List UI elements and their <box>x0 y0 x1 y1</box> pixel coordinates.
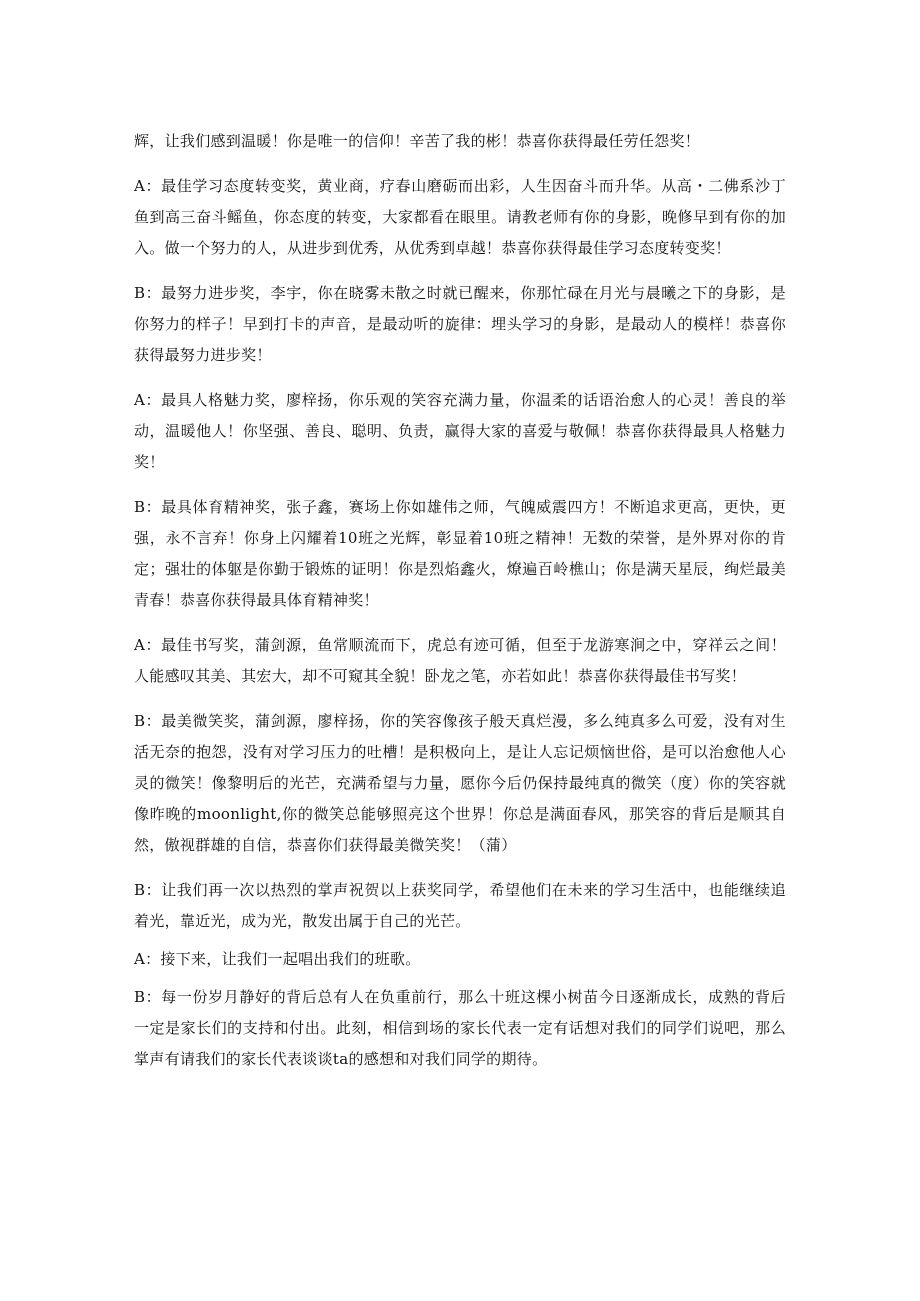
paragraph-most-progress-award: B：最努力进步奖，李宇，你在晓雾未散之时就已醒来，你那忙碌在月光与晨曦之下的身影，是你努力的样子！早到打卡的声音，是最动听的旋律：埋头学习的身影，是最动人的模样！恭喜你获得最努力进步奖！ <box>134 284 786 364</box>
document-body <box>134 126 786 1075</box>
paragraph-personality-award: A：最具人格魅力奖，廖梓扬，你乐观的笑容充满力量，你温柔的话语治愈人的心灵！善良的举动，温暖他人！你坚强、善良、聪明、负责，赢得大家的喜爱与敬佩！恭喜你获得最具人格魅力奖！ <box>134 391 786 471</box>
paragraph-congratulations: B：让我们再一次以热烈的掌声祝贺以上获奖同学，希望他们在未来的学习生活中，也能继续追着光，靠近光，成为光，散发出属于自己的光芒。 <box>134 881 786 930</box>
paragraph-best-writing-award: A：最佳书写奖，蒲剑源，鱼常顺流而下，虎总有迹可循，但至于龙游寒涧之中，穿祥云之间！人能感叹其美、其宏大，却不可窥其全貌！卧龙之笔，亦若如此！恭喜你获得最佳书写奖！ <box>134 636 786 685</box>
paragraph-parent-representative: B：每一份岁月静好的背后总有人在负重前行，那么十班这棵小树苗今日逐渐成长，成熟的背后一定是家长们的支持和付出。此刻，相信到场的家长代表一定有话想对我们的同学们说吧，那么掌声有请我们的家长代表谈谈ta的感想和对我们同学的期待。 <box>134 988 786 1068</box>
paragraph-sports-spirit-award: B：最具体育精神奖，张子鑫，赛场上你如雄伟之师，气魄威震四方！不断追求更高，更快，更强，永不言弃！你身上闪耀着10班之光辉，彰显着10班之精神！无数的荣誉，是外界对你的肯定；强壮的体躯是你勤于锻炼的证明！你是烈焰鑫火，燎遍百岭樵山；你是满天星辰，绚烂最美青春！恭喜你获得最具体育精神奖！ <box>134 498 786 609</box>
paragraph-continuation: 辉，让我们感到温暖！你是唯一的信仰！辛苦了我的彬！恭喜你获得最任劳任怨奖！ <box>134 132 701 150</box>
paragraph-class-song: A：接下来，让我们一起唱出我们的班歌。 <box>134 950 421 968</box>
paragraph-best-attitude-award: A：最佳学习态度转变奖，黄业商，疗春山磨砺而出彩，人生因奋斗而升华。从高・二佛系沙丁鱼到高三奋斗鳐鱼，你态度的转变，大家都看在眼里。请教老师有你的身影，晚修早到有你的加入。做一个努力的人，从进步到优秀，从优秀到卓越！恭喜你获得最佳学习态度转变奖！ <box>134 177 786 257</box>
paragraph-best-smile-award: B：最美微笑奖，蒲剑源，廖梓扬，你的笑容像孩子般天真烂漫，多么纯真多么可爱，没有对生活无奈的抱怨，没有对学习压力的吐槽！是积极向上，是让人忘记烦恼世俗，是可以治愈他人心灵的微笑！像黎明后的光芒，充满希望与力量，愿你今后仍保持最纯真的微笑（度）你的笑容就像昨晚的moonlight,你的微笑总能够照亮这个世界！你总是满面春风，那笑容的背后是顺其自然，傲视群雄的自信，恭喜你们获得最美微笑奖！（蒲） <box>134 712 786 854</box>
